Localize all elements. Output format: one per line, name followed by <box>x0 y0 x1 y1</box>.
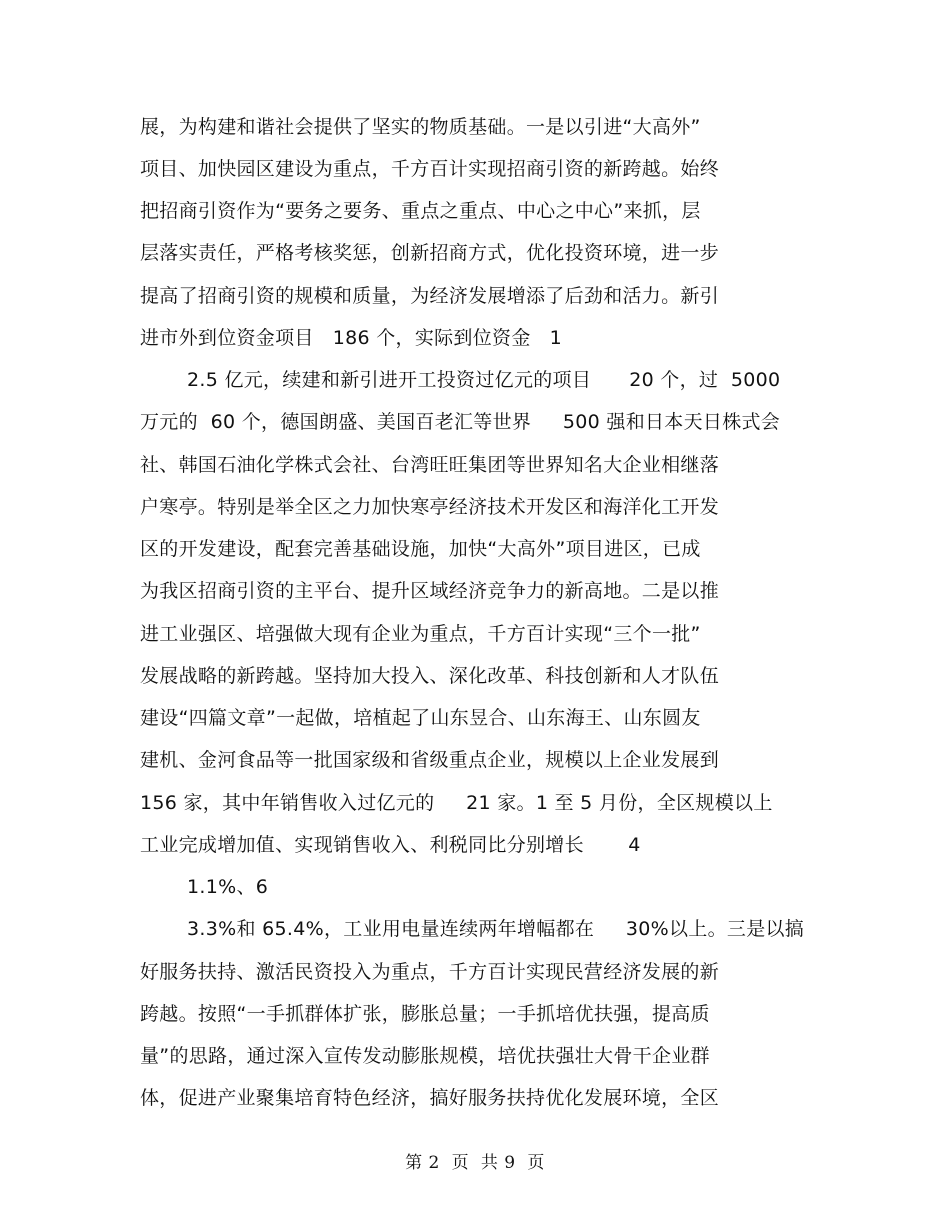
text-line: 展，为构建和谐社会提供了坚实的物质基础。一是以引进“大高外” <box>140 116 701 138</box>
page-number-footer: 第 2 页 共 9 页 <box>405 1153 545 1173</box>
text-line: 把招商引资作为“要务之要务、重点之重点、中心之中心”来抓，层 <box>140 200 701 222</box>
text-line: 1.1%、6 <box>187 876 269 898</box>
text-line: 量”的思路，通过深入宣传发动膨胀规模，培优扶强壮大骨干企业群 <box>140 1045 710 1067</box>
text-line: 为我区招商引资的主平台、提升区域经济竞争力的新高地。二是以推 <box>140 580 720 602</box>
text-line: 2.5 亿元，续建和新引进开工投资过亿元的项目 20 个，过 5000 <box>187 369 781 391</box>
text-line: 好服务扶持、激活民资投入为重点，千方百计实现民营经济发展的新 <box>140 961 720 983</box>
text-line: 建机、金河食品等一批国家级和省级重点企业，规模以上企业发展到 <box>140 749 720 771</box>
text-line: 建设“四篇文章”一起做，培植起了山东昱合、山东海王、山东圆友 <box>140 707 701 729</box>
text-line: 层落实责任，严格考核奖惩，创新招商方式，优化投资环境，进一步 <box>140 242 720 264</box>
text-line: 发展战略的新跨越。坚持加大投入、深化改革、科技创新和人才队伍 <box>140 665 720 687</box>
text-line: 社、韩国石油化学株式会社、台湾旺旺集团等世界知名大企业相继落 <box>140 454 720 476</box>
text-line: 156 家，其中年销售收入过亿元的 21 家。1 至 5 月份，全区规模以上 <box>140 792 773 814</box>
text-line: 体，促进产业聚集培育特色经济，搞好服务扶持优化发展环境，全区 <box>140 1087 720 1109</box>
text-line: 户寒亭。特别是举全区之力加快寒亭经济技术开发区和海洋化工开发 <box>140 496 720 518</box>
text-line: 工业完成增加值、实现销售收入、利税同比分别增长 4 <box>140 834 641 856</box>
text-line: 进工业强区、培强做大现有企业为重点，千方百计实现“三个一批” <box>140 623 701 645</box>
text-line: 提高了招商引资的规模和质量，为经济发展增添了后劲和活力。新引 <box>140 285 720 307</box>
text-line: 3.3%和 65.4%，工业用电量连续两年增幅都在 30%以上。三是以搞 <box>187 918 805 940</box>
text-line: 跨越。按照“一手抓群体扩张，膨胀总量；一手抓培优扶强，提高质 <box>140 1003 710 1025</box>
text-line: 区的开发建设，配套完善基础设施，加快“大高外”项目进区，已成 <box>140 538 701 560</box>
text-line: 进市外到位资金项目 186 个，实际到位资金 1 <box>140 327 563 349</box>
text-line: 万元的 60 个，德国朗盛、美国百老汇等世界 500 强和日本天日株式会 <box>140 411 781 433</box>
text-line: 项目、加快园区建设为重点，千方百计实现招商引资的新跨越。始终 <box>140 158 720 180</box>
